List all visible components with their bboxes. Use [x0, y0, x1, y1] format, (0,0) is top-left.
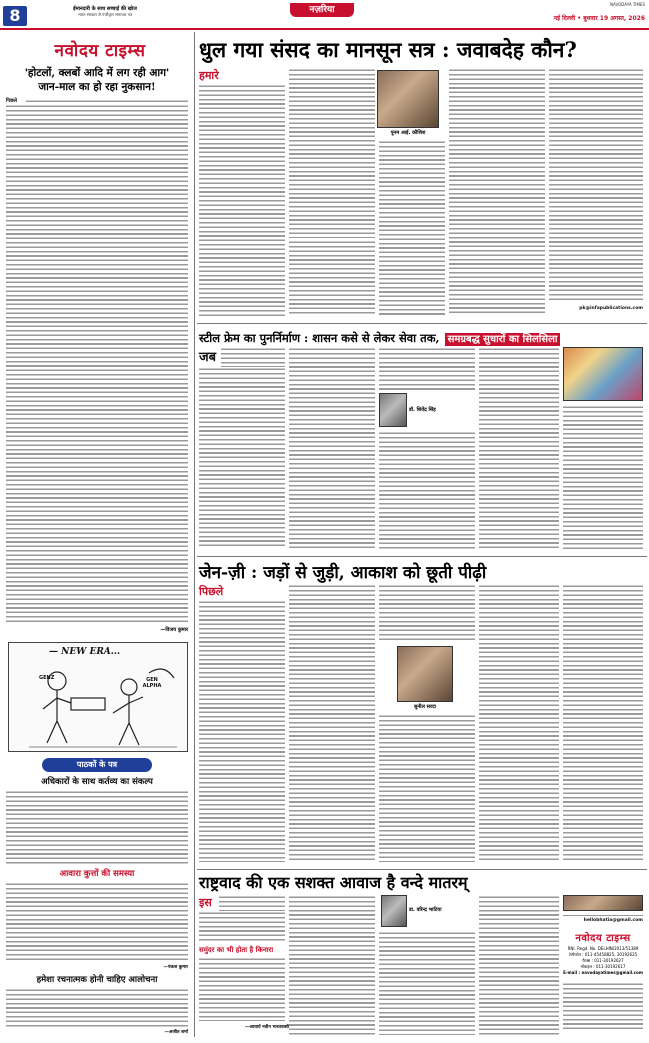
author-photo — [379, 393, 407, 427]
main-body-col2 — [289, 68, 375, 238]
imprint-footer-email: hellobhatia@gmail.com — [583, 918, 643, 923]
author-caption: पूनम आई. कौशिश — [390, 130, 426, 136]
letters-header: पाठकों के पत्र — [42, 758, 152, 772]
article3-body-col5 — [563, 584, 643, 862]
article2-body-col1 — [221, 347, 285, 367]
main-body-col1 — [199, 84, 285, 316]
article4-body-col1 — [219, 895, 285, 911]
article3-body-col2 — [289, 584, 375, 862]
imprint-email: E-mail : navodayatimes@gmail.com — [563, 970, 643, 975]
author-photo — [377, 70, 439, 128]
imprint-line3: फैक्स : 011-30192627 — [582, 958, 624, 963]
main-footer-email: pk@infapublications.com — [579, 306, 643, 311]
imprint-details — [563, 946, 643, 976]
article3-body-col3b — [379, 714, 475, 862]
imprint-line4: मोबाइल : 011-30192617 — [580, 964, 626, 969]
city: नई दिल्ली — [553, 15, 576, 22]
letter3-signature: —अजीत शर्मा — [164, 1030, 188, 1035]
article-steel-frame — [197, 325, 647, 555]
article4-headline: राष्ट्रवाद की एक सशक्त आवाज है वन्दे मातरम् — [199, 873, 468, 892]
article2-body-col3 — [379, 347, 475, 391]
article4-body-col1 — [199, 911, 285, 941]
date-line: नई दिल्ली • बुधवार 19 अगस्त, 2026 — [553, 15, 645, 22]
section-label: नज़रिया — [290, 3, 354, 17]
editorial-lead: पिछले — [6, 98, 18, 104]
article4-body-col4 — [479, 895, 559, 1035]
column-divider — [194, 32, 195, 1037]
letter3-title: हमेशा रचनात्मक होनी चाहिए आलोचना — [36, 975, 158, 985]
section-rule — [197, 323, 647, 324]
letter3-body — [6, 988, 188, 1028]
main-headline: धुल गया संसद का मानसून सत्र : जवाबदेह कौन? — [199, 37, 577, 62]
section-rule — [197, 556, 647, 557]
editorial-title — [6, 66, 188, 94]
article-gen-z — [197, 558, 647, 868]
page-number: 8 — [3, 6, 27, 26]
article2-headline — [199, 327, 645, 346]
letter2-title: आवारा कुत्तों की समस्या — [59, 869, 135, 879]
editorial-signature: —विजय कुमार — [160, 627, 188, 633]
main-body-col5 — [549, 68, 643, 302]
article2-body-col4 — [479, 347, 559, 549]
article2-body-col3b — [379, 431, 475, 549]
article3-headline: जेन-ज़ी : जड़ों से जुड़ी, आकाश को छूती पीढ़ी — [199, 563, 487, 583]
author-caption: डॉ. शिवेंद्र सिंह — [409, 407, 436, 413]
article2-lead: जब — [199, 350, 217, 365]
letter1-title: अधिकारों के साथ कर्तव्य का संकल्प — [41, 777, 153, 787]
article2-photo — [563, 347, 643, 401]
header-rule — [0, 28, 649, 30]
author-caption: सुनील सरदा — [414, 704, 436, 710]
letter1-body — [6, 790, 188, 864]
editorial-body — [6, 104, 188, 624]
header-tagline — [40, 6, 170, 18]
letter2-signature: —पंकज कुमार — [163, 965, 188, 970]
date: बुधवार 19 अगस्त, 2026 — [583, 15, 645, 22]
article3-lead: पिछले — [199, 585, 224, 598]
header-tagline-line2: भारत सरकार से पंजीकृत समाचार पत्र — [77, 12, 133, 17]
page-header — [0, 0, 649, 30]
poem-signature: —आचार्य नवीन भारतवासी — [244, 1025, 289, 1030]
article-vande-mataram — [197, 871, 647, 1039]
left-column — [2, 32, 192, 1037]
poem-title: समुंदर का भी होता है किनारा — [199, 945, 274, 954]
article2-body-col1 — [199, 367, 285, 549]
cartoon-label-gen-alpha: GEN ALPHA — [142, 677, 162, 689]
imprint-line1: RNI. Regd. No. DELHIN/2013/51389 — [567, 946, 639, 951]
main-body-col3 — [379, 140, 445, 316]
section-rule — [197, 869, 647, 870]
letter2-body — [6, 882, 188, 962]
article3-body-col1 — [199, 600, 285, 862]
author-caption: डा. वरिन्द्र भाटिया — [409, 907, 442, 913]
imprint-masthead: नवोदय टाइम्स — [575, 933, 631, 944]
article2-headline-right: समग्रबद्ध सुधारों का सिलसिला — [445, 333, 561, 346]
cartoon-drawing — [9, 643, 187, 751]
cartoon-caption: — NEW ERA... — [49, 647, 121, 657]
article2-body-col5 — [563, 405, 643, 549]
article4-lead: इस — [199, 896, 212, 909]
article2-headline-left: स्टील फ्रेम का पुनर्निर्माण : शासन कसे से लेकर सेवा तक, — [199, 331, 440, 345]
imprint-fineprint — [563, 982, 643, 1032]
article4-body-col3 — [379, 931, 475, 1035]
article3-body-col4 — [479, 584, 559, 862]
author-photo — [397, 646, 453, 702]
editorial-title-line1: 'होटलों, क्लबों आदि में लग रही आग' — [24, 67, 170, 79]
imprint-box — [563, 915, 643, 1035]
cartoon — [8, 642, 188, 752]
imprint-line2: टेलीफोन : 011-45458825, 30192625 — [568, 952, 638, 957]
main-body-col4 — [449, 68, 545, 316]
article4-body-col2 — [289, 895, 375, 1035]
masthead-logo: नवोदय टाइम्स — [54, 41, 146, 61]
main-article — [197, 32, 647, 322]
article2-body-col2 — [289, 347, 375, 549]
main-lead: हमारे — [199, 69, 219, 82]
main-body-col2b — [289, 240, 375, 316]
article4-photo — [563, 895, 643, 911]
author-photo — [381, 895, 407, 927]
cartoon-label-genz: GENZ — [39, 675, 55, 681]
article3-body-col3 — [379, 584, 475, 642]
poem-body — [199, 957, 285, 1021]
header-tagline-line1: ईमानदारी के साथ सच्चाई की खोज — [73, 6, 137, 12]
editorial-title-line2: जान-माल का हो रहा नुकसान! — [38, 81, 156, 93]
brand-right: NAVODAYA TIMES — [609, 2, 645, 7]
